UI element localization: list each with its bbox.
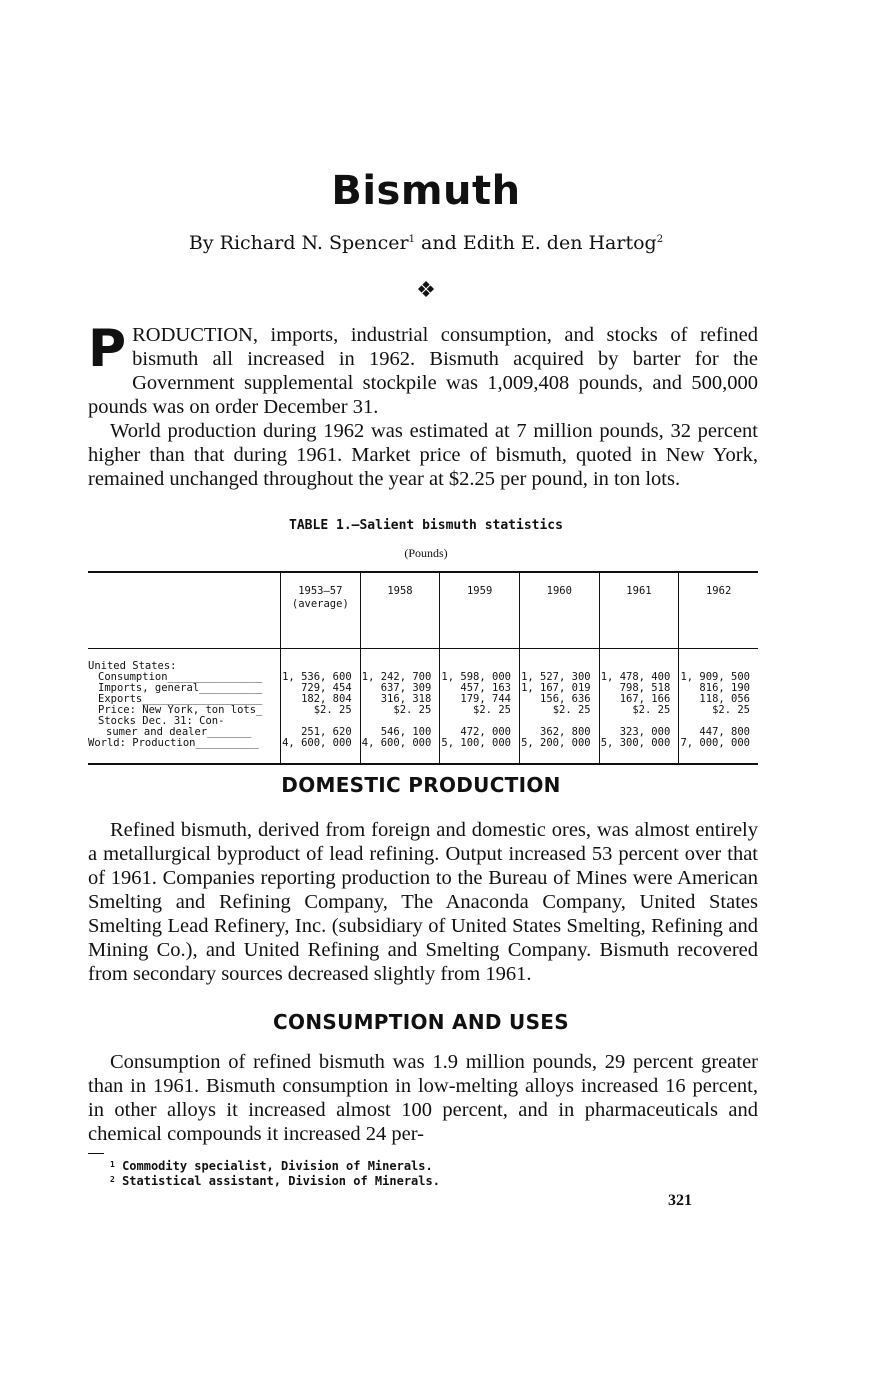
table-cell: 546, 100 — [360, 727, 440, 738]
footnote-ref-2: 2 — [656, 234, 664, 245]
table-cell: 5, 200, 000 — [519, 738, 599, 764]
table-cell: 1, 909, 500 — [679, 672, 758, 683]
intro-section — [88, 319, 758, 491]
footnote-ref-1: 1 — [408, 234, 416, 245]
row-label: sumer and dealer_______ — [106, 726, 252, 738]
footnote-text: Commodity specialist, Division of Minerals. — [122, 1159, 433, 1173]
table-cell: 1, 478, 400 — [599, 672, 679, 683]
page-number: 321 — [668, 1192, 692, 1209]
spacer-cell — [519, 649, 599, 662]
ornament-icon: ❖ — [416, 278, 436, 303]
byline-author-1: By Richard N. Spencer — [188, 232, 409, 254]
table-spacer-row — [88, 649, 758, 662]
row-label-text: Price: New York, ton lots — [98, 704, 257, 716]
intro-paragraph-1 — [88, 319, 758, 419]
row-label-text: sumer and dealer — [106, 726, 208, 738]
table-cell: 1, 536, 600 — [281, 672, 361, 683]
table-cell: 798, 518 — [599, 683, 679, 694]
table-cell: 457, 163 — [440, 683, 520, 694]
domestic-section — [88, 818, 758, 986]
column-header — [281, 572, 361, 649]
table-cell: 118, 056 — [679, 694, 758, 705]
table-cell: 7, 000, 000 — [679, 738, 758, 764]
table-cell: 729, 454 — [281, 683, 361, 694]
table-cell: 323, 000 — [599, 727, 679, 738]
table-cell: 156, 636 — [519, 694, 599, 705]
table-cell: $2. 25 — [360, 705, 440, 716]
table-stub-header — [88, 572, 281, 649]
intro-paragraph-1-text: RODUCTION, imports, industrial consumption, and stocks of refined bismuth all increased in 1962. Bismuth acquired by barter for the Government supplemental stockpile was 1,009,408 pounds, and 500,000 pounds was on order December 31. — [88, 324, 758, 418]
table-cell: 1, 598, 000 — [440, 672, 520, 683]
column-header: 1961 — [599, 572, 679, 649]
table-cell: 472, 000 — [440, 727, 520, 738]
consumption-section — [88, 1050, 758, 1146]
table-cell: 251, 620 — [281, 727, 361, 738]
spacer-cell — [281, 649, 361, 662]
footnote-mark: 2 — [110, 1175, 115, 1184]
table-cell: 4, 600, 000 — [360, 738, 440, 764]
table-cell: 816, 190 — [679, 683, 758, 694]
intro-paragraph-2: World production during 1962 was estimated at 7 million pounds, 32 percent higher than that during 1961. Market price of bismuth, quoted in New York, remained unchanged throughout the year at $2.25 per pound, in ton lots. — [88, 420, 758, 490]
row-label: World: Production__________ — [88, 737, 259, 749]
table-cell: 5, 300, 000 — [599, 738, 679, 764]
table-row — [88, 738, 758, 764]
table-units: (Pounds) — [404, 546, 448, 560]
table-cell: 4, 600, 000 — [281, 738, 361, 764]
row-label: Price: New York, ton lots_ — [98, 704, 263, 716]
table-cell: 5, 100, 000 — [440, 738, 520, 764]
table-cell: 637, 309 — [360, 683, 440, 694]
table-cell: $2. 25 — [599, 705, 679, 716]
footnote-divider — [88, 1153, 104, 1154]
row-label-text: Exports — [98, 693, 143, 705]
footnote-item — [110, 1173, 710, 1188]
footnote-text: Statistical assistant, Division of Minerals. — [122, 1174, 440, 1188]
section-heading-consumption-and-uses: CONSUMPTION AND USES — [273, 1010, 569, 1034]
statistics-table — [88, 571, 758, 765]
table-cell: $2. 25 — [440, 705, 520, 716]
table-cell: 1, 527, 300 — [519, 672, 599, 683]
consumption-paragraph: Consumption of refined bismuth was 1.9 million pounds, 29 percent greater than in 1961. Bismuth consumption in low-melting alloys increased 16 percent, in other alloys it increased almost 100 percent, and in pharmaceuticals and chemical compounds it increased 24 per- — [88, 1051, 758, 1145]
table-cell: 316, 318 — [360, 694, 440, 705]
table-cell: 179, 744 — [440, 694, 520, 705]
row-label-text: World: Production — [88, 737, 196, 749]
column-header: 1959 — [440, 572, 520, 649]
footnote-item — [110, 1158, 710, 1173]
table-header-row — [88, 572, 758, 649]
row-label: Consumption_______________ — [98, 671, 263, 683]
row-label-text: Consumption — [98, 671, 168, 683]
row-label: Exports___________________ — [98, 693, 263, 705]
table-cell: 447, 800 — [679, 727, 758, 738]
byline — [0, 232, 852, 254]
domestic-paragraph: Refined bismuth, derived from foreign and domestic ores, was almost entirely a metallurgical byproduct of lead refining. Output increased 53 percent over that of 1961. Companies reporting production to the Bureau of Mines were American Smelting and Refining Company, The Anaconda Company, United States Smelting Lead Refinery, Inc. (subsidiary of United States Smelting, Refining and Mining Co.), and United Refining and Smelting Company. Bismuth recovered from secondary sources decreased slightly from 1961. — [88, 819, 758, 985]
byline-author-2: and Edith E. den Hartog — [415, 232, 657, 254]
row-label-text: Imports, general — [98, 682, 200, 694]
column-header: 1962 — [679, 572, 758, 649]
table-cell: 1, 167, 019 — [519, 683, 599, 694]
table-cell: 182, 804 — [281, 694, 361, 705]
column-header: 1958 — [360, 572, 440, 649]
table-title: TABLE 1.—Salient bismuth statistics — [289, 518, 563, 533]
table-cell: 167, 166 — [599, 694, 679, 705]
spacer-cell — [440, 649, 520, 662]
footnote-mark: 1 — [110, 1160, 115, 1169]
section-heading-domestic-production: DOMESTIC PRODUCTION — [281, 773, 561, 797]
column-header-label: 1953–57 (average) — [291, 585, 349, 610]
row-label: Stocks Dec. 31: Con- — [98, 715, 225, 727]
spacer-cell — [360, 649, 440, 662]
spacer-cell — [679, 649, 758, 662]
page-title: Bismuth — [331, 168, 521, 214]
table-cell: $2. 25 — [679, 705, 758, 716]
drop-cap: P — [88, 319, 127, 379]
column-header: 1960 — [519, 572, 599, 649]
table-cell: $2. 25 — [519, 705, 599, 716]
row-label: United States: — [88, 660, 177, 672]
table-cell: 362, 800 — [519, 727, 599, 738]
table-cell: 1, 242, 700 — [360, 672, 440, 683]
spacer-cell — [599, 649, 679, 662]
row-label: Imports, general__________ — [98, 682, 263, 694]
table-cell: $2. 25 — [281, 705, 361, 716]
footnotes — [110, 1158, 710, 1188]
